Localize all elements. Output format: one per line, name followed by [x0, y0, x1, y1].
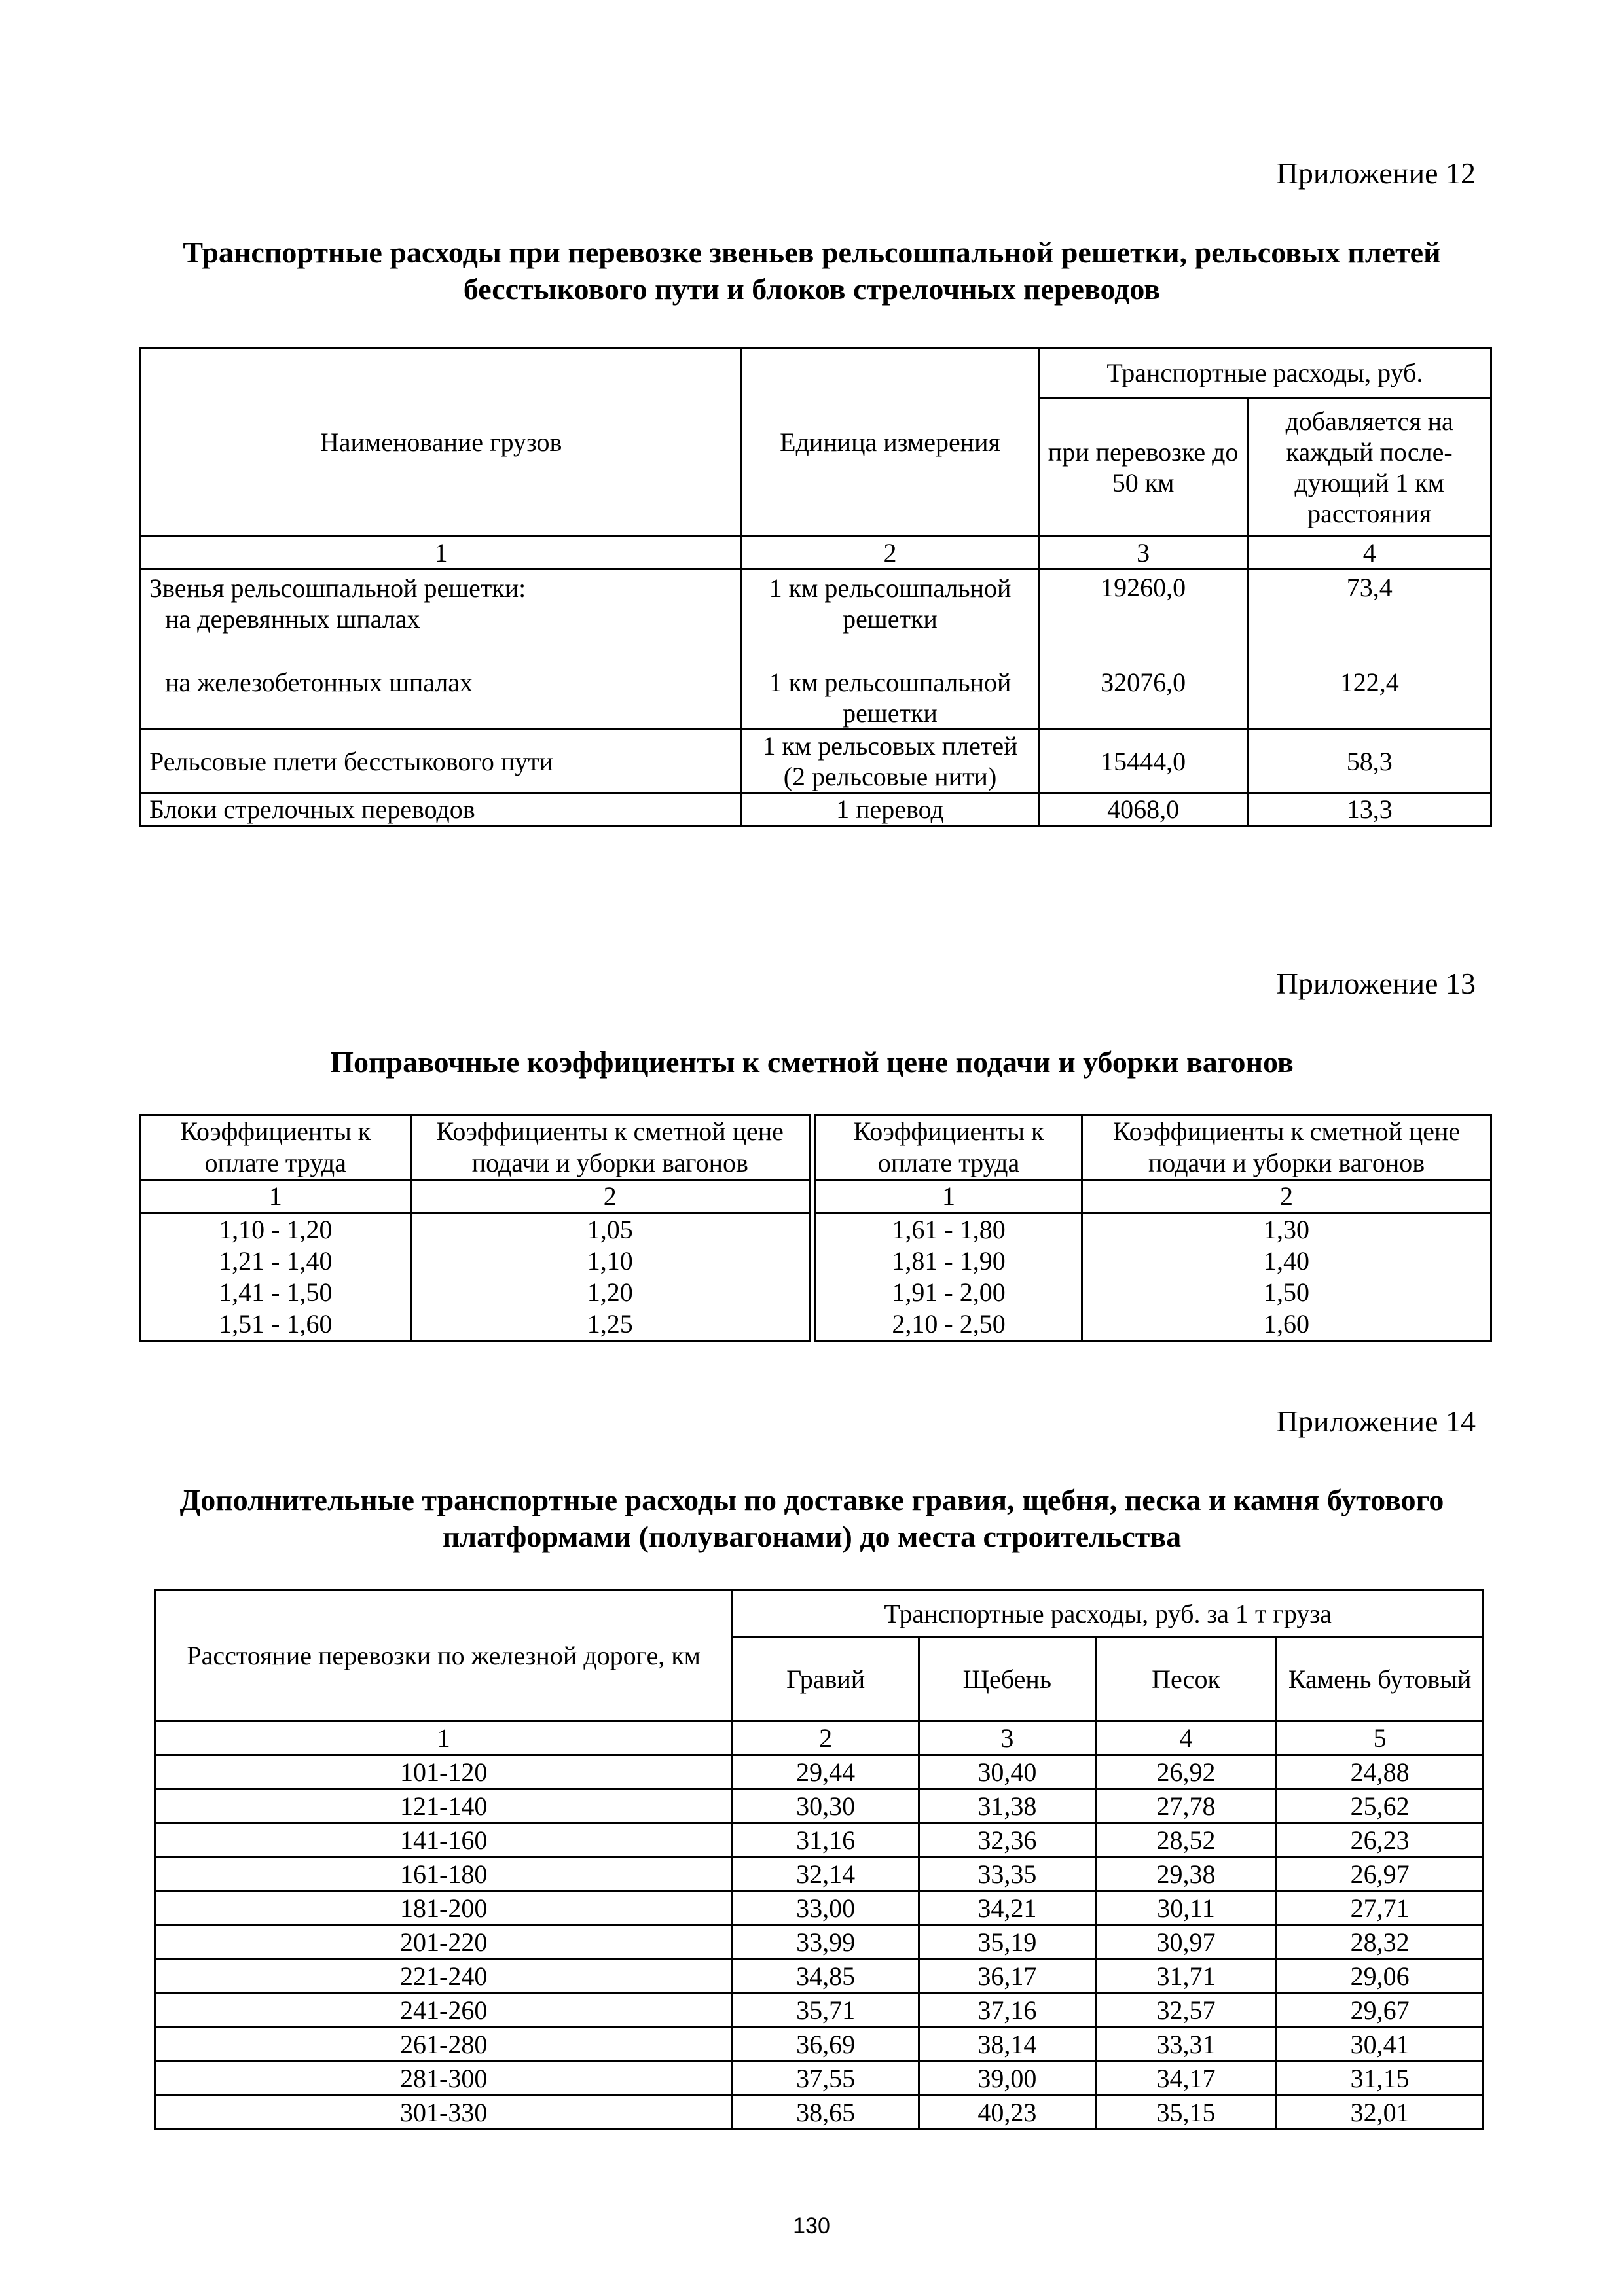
row-base: 4068,0: [1038, 793, 1248, 826]
row-name: на железобетонных шпалах: [141, 667, 742, 730]
table-row: [141, 730, 1491, 793]
header-per-km: добавляется на каждый после-дующий 1 км расстояния: [1248, 398, 1491, 537]
row-unit: 1 км рельсошпальной решетки: [742, 569, 1039, 635]
header-rubble-stone: Камень бутовый: [1277, 1638, 1484, 1721]
table-row: 101-120 29,44 30,40 26,92 24,88: [155, 1755, 1484, 1789]
row-unit: 1 км рельсошпальной решетки: [742, 667, 1039, 730]
table-row: 281-300 37,55 39,00 34,17 31,15: [155, 2062, 1484, 2096]
appendix-13-label: Приложение 13: [1276, 967, 1476, 1000]
appendix-14-label: Приложение 14: [1276, 1405, 1476, 1438]
header-sand: Песок: [1095, 1638, 1277, 1721]
header-costs-per-ton: Транспортные расходы, руб. за 1 т груза: [733, 1590, 1484, 1638]
header-price-coef: Коэффициенты к сметной цене подачи и уборки вагонов: [1082, 1115, 1491, 1180]
appendix-12-label: Приложение 12: [1276, 156, 1476, 190]
header-gravel: Гравий: [733, 1638, 919, 1721]
row-per-km: 122,4: [1248, 667, 1491, 730]
row-per-km: 58,3: [1248, 730, 1491, 793]
coefficients-table: [139, 1114, 1492, 1342]
page-number: 130: [793, 2214, 830, 2238]
table-row: 1,10 - 1,20 1,05 1,61 - 1,80 1,30: [141, 1213, 1491, 1246]
table-row: 301-330 38,65 40,23 35,15 32,01: [155, 2096, 1484, 2130]
row-per-km: 13,3: [1248, 793, 1491, 826]
table-row: [141, 793, 1491, 826]
header-up-to-50km: при перевозке до 50 км: [1038, 398, 1248, 537]
header-transport-costs: Транспортные расходы, руб.: [1038, 348, 1491, 398]
appendix-12-title: Транспортные расходы при перевозке звеньев рельсошпальной решетки, рельсовых плетей бесстыкового пути и блоков стрелочных переводов: [183, 236, 1441, 306]
column-numbers-row: 1 2 3 4: [141, 537, 1491, 569]
table-row: [141, 569, 1491, 635]
table-row: 1,41 - 1,50 1,20 1,91 - 2,00 1,50: [141, 1277, 1491, 1308]
header-labor-coef: Коэффициенты к оплате труда: [812, 1115, 1082, 1180]
header-crushed-stone: Щебень: [919, 1638, 1095, 1721]
table-row: 121-140 30,30 31,38 27,78 25,62: [155, 1789, 1484, 1823]
header-cargo-name: Наименование грузов: [141, 348, 742, 537]
group-label: Звенья рельсошпальной решетки:: [149, 573, 526, 603]
table-row: 1,21 - 1,40 1,10 1,81 - 1,90 1,40: [141, 1246, 1491, 1277]
header-price-coef: Коэффициенты к сметной цене подачи и уборки вагонов: [410, 1115, 812, 1180]
row-base: 15444,0: [1038, 730, 1248, 793]
row-base: 32076,0: [1038, 667, 1248, 730]
table-row: 1,51 - 1,60 1,25 2,10 - 2,50 1,60: [141, 1308, 1491, 1341]
table-row: [141, 667, 1491, 730]
row-base: 19260,0: [1038, 569, 1248, 635]
row-name: на деревянных шпалах: [165, 604, 420, 634]
additional-transport-costs-table: [154, 1589, 1484, 2130]
row-unit: 1 км рельсовых плетей (2 рельсовые нити): [742, 730, 1039, 793]
table-row: 201-220 33,99 35,19 30,97 28,32: [155, 1926, 1484, 1960]
row-unit: 1 перевод: [742, 793, 1039, 826]
row-name: Блоки стрелочных переводов: [141, 793, 742, 826]
row-per-km: 73,4: [1248, 569, 1491, 635]
transport-costs-table: [139, 347, 1492, 827]
column-numbers-row: 1 2 3 4 5: [155, 1721, 1484, 1755]
table-row: 261-280 36,69 38,14 33,31 30,41: [155, 2028, 1484, 2062]
header-unit: Единица измерения: [742, 348, 1039, 537]
table-row: 141-160 31,16 32,36 28,52 26,23: [155, 1823, 1484, 1857]
column-numbers-row: 1 2 1 2: [141, 1180, 1491, 1213]
header-labor-coef: Коэффициенты к оплате труда: [141, 1115, 411, 1180]
header-distance: Расстояние перевозки по железной дороге, км: [155, 1590, 733, 1721]
table-row: 161-180 32,14 33,35 29,38 26,97: [155, 1857, 1484, 1892]
table-row: 221-240 34,85 36,17 31,71 29,06: [155, 1960, 1484, 1994]
row-name: Рельсовые плети бесстыкового пути: [141, 730, 742, 793]
table-row: 181-200 33,00 34,21 30,11 27,71: [155, 1892, 1484, 1926]
appendix-13-title: Поправочные коэффициенты к сметной цене подачи и уборки вагонов: [330, 1045, 1294, 1079]
table-row: 241-260 35,71 37,16 32,57 29,67: [155, 1994, 1484, 2028]
appendix-14-title: Дополнительные транспортные расходы по доставке гравия, щебня, песка и камня бутового платформами (полувагонами) до места строительства: [179, 1483, 1444, 1553]
